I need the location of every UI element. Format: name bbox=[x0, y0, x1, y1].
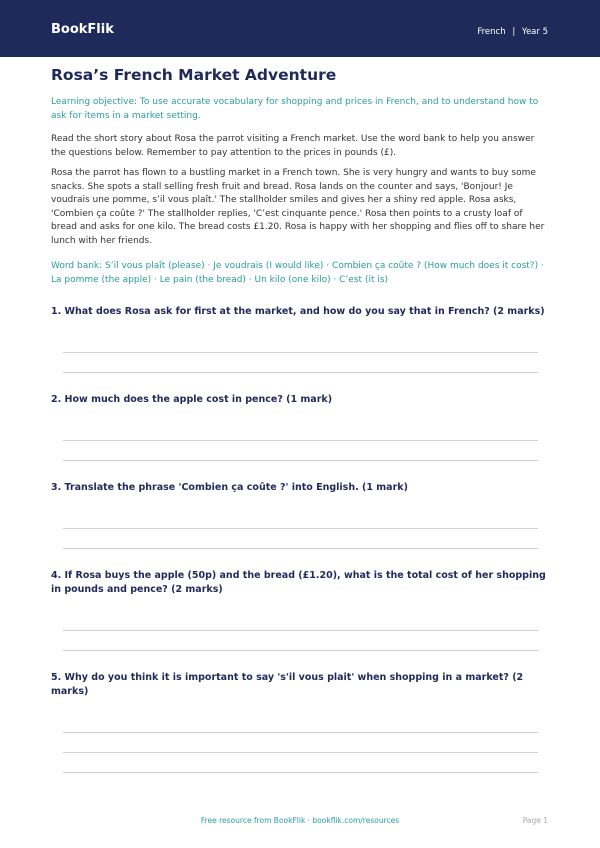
answer-line[interactable] bbox=[63, 372, 538, 373]
word-bank: Word bank: S’il vous plaît (please) · Je voudrais (I would like) · Combien ça coûte ? (How much does it cost?) · La pomme (the apple) · Le pain (the bread) · Un kilo (one kilo) · C’est (it is) bbox=[51, 261, 544, 285]
question-4: 4. If Rosa buys the apple (50p) and the bread (£1.20), what is the total cost of her shopping in pounds and pence? (2 marks) bbox=[51, 570, 546, 595]
meta-separator: | bbox=[512, 27, 516, 37]
answer-line[interactable] bbox=[63, 630, 538, 631]
page-title: Rosa’s French Market Adventure bbox=[51, 66, 337, 84]
learning-objective: Learning objective: To use accurate vocabulary for shopping and prices in French, and to understand how to ask for items in a market setting. bbox=[51, 97, 539, 121]
page-number: Page 1 bbox=[522, 816, 548, 825]
instructions: Read the short story about Rosa the parrot visiting a French market. Use the word bank to help you answer the questions below. Remember to pay attention to the prices in pounds (£). bbox=[51, 134, 535, 158]
answer-line[interactable] bbox=[63, 650, 538, 651]
subject-label: French bbox=[477, 27, 506, 37]
question-1: 1. What does Rosa ask for first at the market, and how do you say that in French? (2 marks) bbox=[51, 306, 545, 317]
story-text: Rosa the parrot has flown to a bustling market in a French town. She is very hungry and wants to buy some snacks. She spots a stall selling fresh fruit and bread. Rosa lands on the counter and says, 'Bonjour! Je voudrais une pomme, s’il vous plaît.' The stallholder smiles and gives her a shiny red apple. Rosa asks, 'Combien ça coûte ?' The stallholder replies, 'C’est cinquante pence.' Rosa then points to a crusty loaf of bread and asks for one kilo. The bread costs £1.20. Rosa is happy with her shopping and flies off to share her lunch with her friends. bbox=[51, 168, 545, 246]
question-3: 3. Translate the phrase 'Combien ça coûte ?' into English. (1 mark) bbox=[51, 482, 408, 493]
footer-credit: Free resource from BookFlik · bookflik.com/resources bbox=[200, 816, 400, 825]
question-2: 2. How much does the apple cost in pence? (1 mark) bbox=[51, 394, 333, 405]
question-5: 5. Why do you think it is important to say 's'il vous plait' when shopping in a market? (2 marks) bbox=[51, 672, 524, 697]
header-meta bbox=[477, 27, 548, 37]
answer-line[interactable] bbox=[63, 772, 538, 773]
answer-line[interactable] bbox=[63, 460, 538, 461]
answer-line[interactable] bbox=[63, 732, 538, 733]
brand-logo-text: BookFlik bbox=[51, 22, 114, 37]
answer-line[interactable] bbox=[63, 528, 538, 529]
answer-line[interactable] bbox=[63, 440, 538, 441]
header-bar bbox=[0, 0, 600, 57]
answer-line[interactable] bbox=[63, 548, 538, 549]
answer-line[interactable] bbox=[63, 752, 538, 753]
answer-line[interactable] bbox=[63, 352, 538, 353]
year-label: Year 5 bbox=[521, 27, 548, 37]
